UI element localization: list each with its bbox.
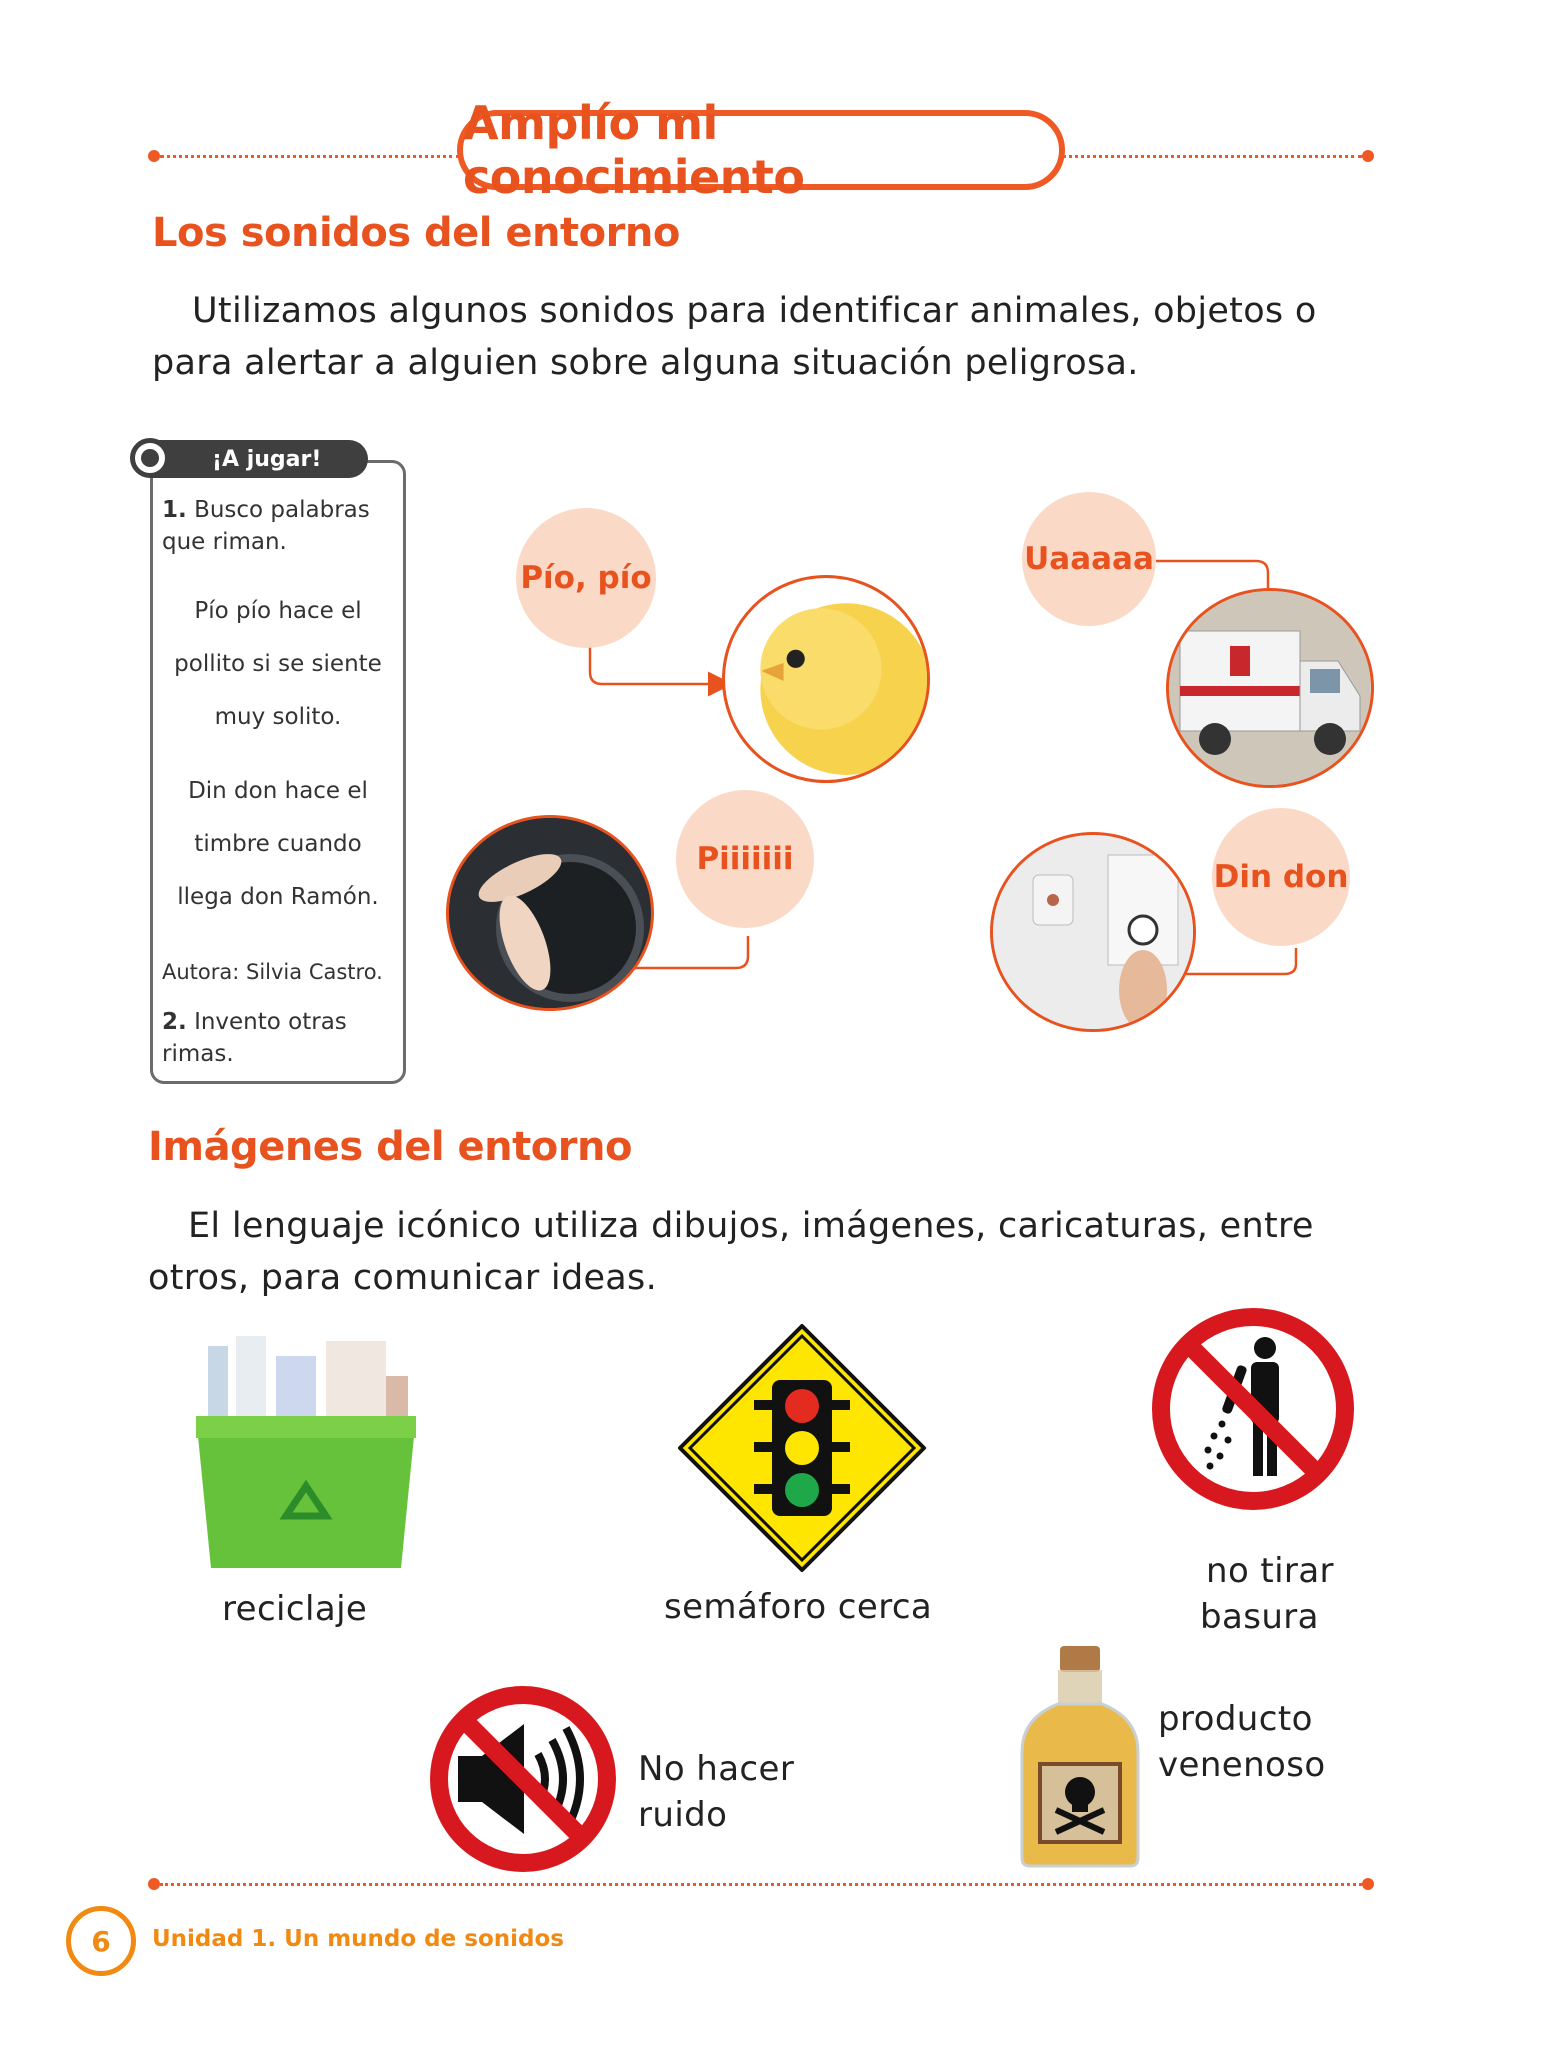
- arrow-chick: [590, 640, 728, 684]
- section-paragraph-sounds: Utilizamos algunos sonidos para identificar animales, objetos o para alertar a alguien sobre alguna situación peligrosa.: [152, 291, 1317, 383]
- footer-dot-right: [1362, 1878, 1374, 1890]
- traffic-light-sign: [676, 1322, 928, 1574]
- poison-bottle-icon: [1012, 1644, 1148, 1870]
- caption-traffic-light: semáforo cerca: [664, 1587, 933, 1627]
- caption-recycle: reciclaje: [222, 1589, 368, 1629]
- chick-icon: [725, 578, 927, 780]
- banner-title: Amplío mi conocimiento: [457, 110, 1065, 190]
- page-number: 6: [66, 1906, 136, 1976]
- section-heading-images: Imágenes del entorno: [148, 1124, 632, 1170]
- footer-dot-left: [148, 1878, 160, 1890]
- horn-image: [446, 815, 654, 1011]
- no-noise-sign: [428, 1684, 618, 1874]
- sound-bubble-ambulance: Uaaaaa: [1022, 492, 1156, 626]
- caption-poison: [1158, 1696, 1326, 1788]
- caption-no-noise-line-1: No hacer: [638, 1749, 795, 1789]
- caption-no-litter-line-1: no tirar: [1206, 1551, 1334, 1591]
- poem-2-line-1: Din don hace el: [188, 778, 368, 804]
- sound-bubble-chick: Pío, pío: [516, 508, 656, 648]
- recycle-bin-image: [186, 1336, 426, 1576]
- activity-item-1-number: 1.: [162, 497, 187, 523]
- recycle-bin-icon: [186, 1336, 426, 1576]
- no-litter-sign: [1150, 1306, 1356, 1512]
- section-heading-sounds: Los sonidos del entorno: [152, 210, 680, 256]
- caption-no-litter: [1200, 1548, 1334, 1640]
- activity-item-2-text: Invento otras rimas.: [162, 1009, 347, 1067]
- poem-1-line-3: muy solito.: [214, 704, 342, 730]
- poem-author: Autora: Silvia Castro.: [162, 960, 383, 984]
- activity-item-1-text: Busco palabras que riman.: [162, 497, 370, 555]
- chick-image: [722, 575, 930, 783]
- poem-2-line-2: timbre cuando: [194, 831, 362, 857]
- poem-1-line-2: pollito si se siente: [174, 651, 382, 677]
- caption-no-litter-line-2: basura: [1200, 1597, 1319, 1637]
- footer-rule: [160, 1883, 1362, 1886]
- poison-bottle-image: [1012, 1644, 1148, 1870]
- sound-bubble-horn: Piiiiiii: [676, 790, 814, 928]
- activity-item-2-number: 2.: [162, 1009, 187, 1035]
- no-litter-icon: [1150, 1306, 1356, 1512]
- caption-poison-line-1: producto: [1158, 1699, 1313, 1739]
- doorbell-icon: [993, 835, 1193, 1029]
- poem-2-line-3: llega don Ramón.: [177, 884, 379, 910]
- poem-1-line-1: Pío pío hace el: [194, 598, 362, 624]
- ambulance-icon: [1169, 591, 1371, 785]
- doorbell-image: [990, 832, 1196, 1032]
- activity-tab: ¡A jugar!: [132, 440, 368, 478]
- traffic-light-icon: [676, 1322, 928, 1574]
- no-noise-icon: [428, 1684, 618, 1874]
- sound-bubble-doorbell: Din don: [1212, 808, 1350, 946]
- ambulance-image: [1166, 588, 1374, 788]
- caption-no-noise: [638, 1746, 794, 1838]
- caption-no-noise-line-2: ruido: [638, 1795, 728, 1835]
- steering-wheel-hand-icon: [449, 818, 651, 1008]
- caption-poison-line-2: venenoso: [1158, 1745, 1326, 1785]
- footer-unit-title: Unidad 1. Un mundo de sonidos: [152, 1926, 564, 1952]
- section-paragraph-images: El lenguaje icónico utiliza dibujos, imágenes, caricaturas, entre otros, para comunicar ideas.: [148, 1206, 1314, 1298]
